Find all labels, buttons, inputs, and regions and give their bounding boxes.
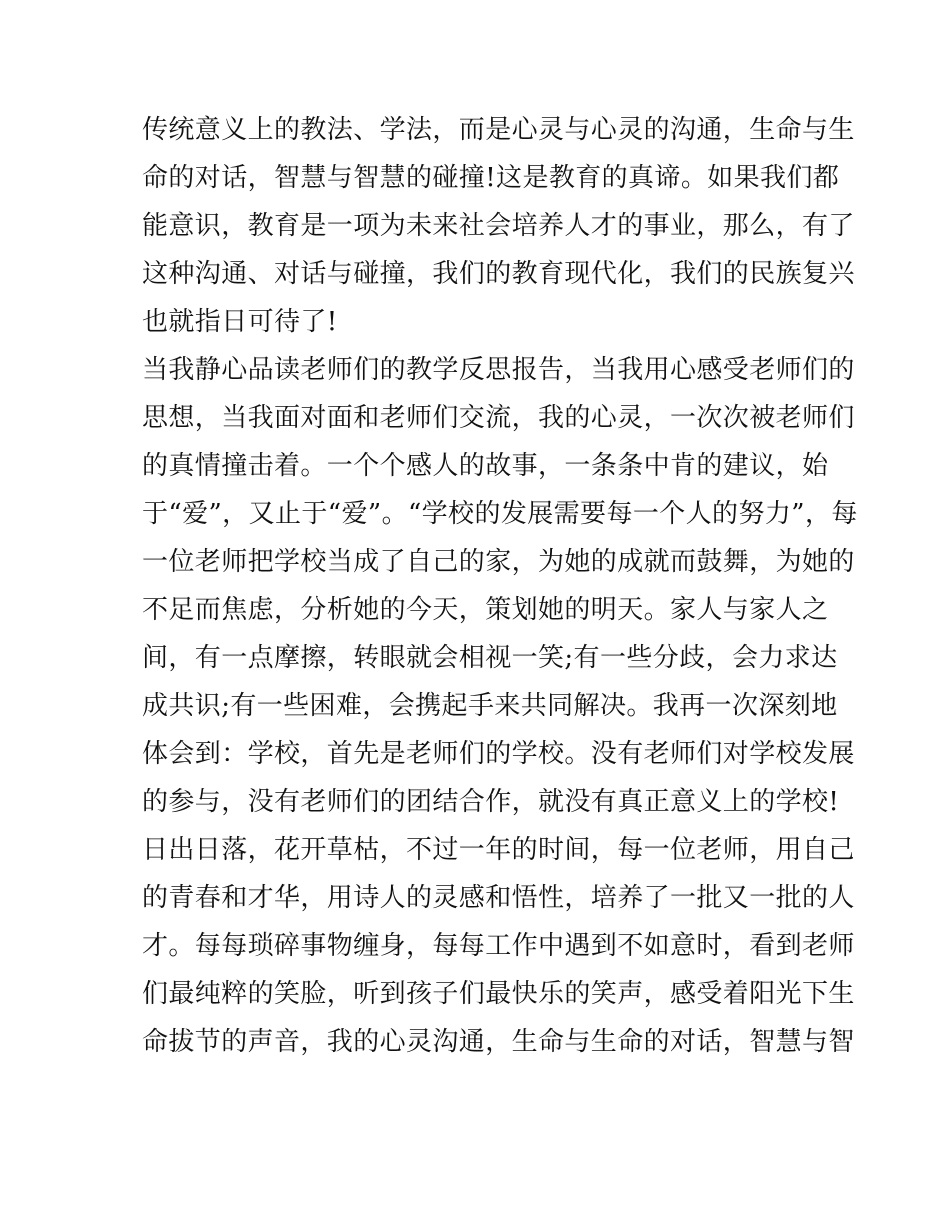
text-line: 也就指日可待了! [142,307,338,337]
text-line: 们最纯粹的笑脸，听到孩子们最快乐的笑声，感受着阳光下生 [142,979,855,1009]
text-line: 体会到：学校，首先是老师们的学校。没有老师们对学校发展 [142,739,855,769]
text-line: 当我静心品读老师们的教学反思报告，当我用心感受老师们的 [142,355,855,385]
text-line: 能意识，教育是一项为未来社会培养人才的事业，那么，有了 [142,211,855,241]
text-line: 才。每每琐碎事物缠身，每每工作中遇到不如意时，看到老师 [142,931,855,961]
text-line: 不足而焦虑，分析她的今天，策划她的明天。家人与家人之 [142,595,829,625]
text-line: 于“爱”，又止于“爱”。“学校的发展需要每一个人的努力”，每 [142,499,858,529]
text-line: 思想，当我面对面和老师们交流，我的心灵，一次次被老师们 [142,403,855,433]
text-line: 日出日落，花开草枯，不过一年的时间，每一位老师，用自己 [142,835,855,865]
text-line: 的青春和才华，用诗人的灵感和悟性，培养了一批又一批的人 [142,883,855,913]
text-line: 传统意义上的教法、学法，而是心灵与心灵的沟通，生命与生 [142,115,855,145]
body-text [142,106,858,1066]
text-line: 一位老师把学校当成了自己的家，为她的成就而鼓舞，为她的 [142,547,855,577]
text-line: 间，有一点摩擦，转眼就会相视一笑;有一些分歧，会力求达 [142,643,838,673]
text-line: 的真情撞击着。一个个感人的故事，一条条中肯的建议，始 [142,451,829,481]
text-line: 成共识;有一些困难，会携起手来共同解决。我再一次深刻地 [142,691,838,721]
text-line: 这种沟通、对话与碰撞，我们的教育现代化，我们的民族复兴 [142,259,855,289]
text-line: 命的对话，智慧与智慧的碰撞!这是教育的真谛。如果我们都 [142,163,840,193]
text-line: 命拔节的声音，我的心灵沟通，生命与生命的对话，智慧与智 [142,1027,855,1057]
text-line: 的参与，没有老师们的团结合作，就没有真正意义上的学校! [142,787,840,817]
